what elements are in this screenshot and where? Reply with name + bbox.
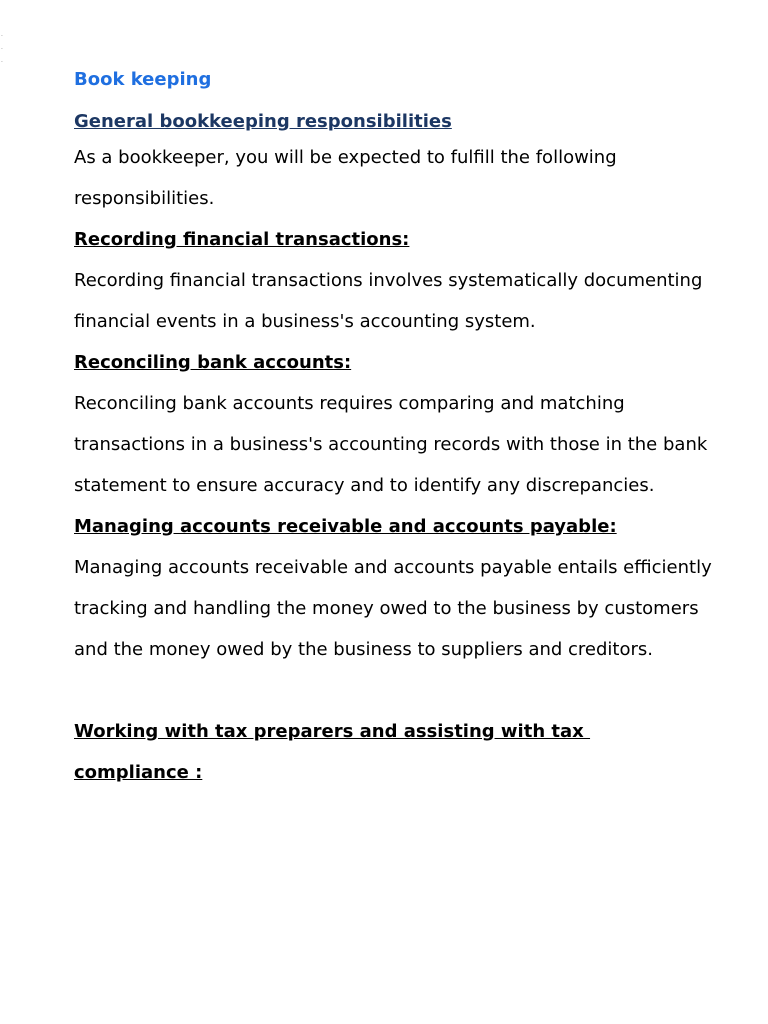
intro-paragraph: As a bookkeeper, you will be expected to fulfill the following responsibilities. (74, 147, 617, 209)
section-tax-compliance (74, 711, 724, 793)
section-heading: Reconciling bank accounts: (74, 352, 352, 373)
document-subtitle: General bookkeeping responsibilities (74, 111, 452, 132)
section-heading: Recording financial transactions: (74, 229, 410, 250)
section-managing-receivable-payable (74, 506, 724, 670)
section-body: Recording financial transactions involves systematically documenting financial events in a business's accounting system. (74, 270, 703, 332)
margin-marks: · · · (1, 33, 3, 66)
section-heading: Managing accounts receivable and accounts payable: (74, 516, 617, 537)
section-body: Managing accounts receivable and accounts payable entails efficiently tracking and handling the money owed to the business by customers and the money owed by the business to suppliers and creditors. (74, 557, 712, 660)
section-heading: Working with tax preparers and assisting with tax compliance : (74, 721, 584, 783)
document-title: Book keeping (74, 69, 212, 90)
section-recording-transactions (74, 219, 724, 342)
section-body: Reconciling bank accounts requires comparing and matching transactions in a business's accounting records with those in the bank statement to ensure accuracy and to identify any discrepancies. (74, 393, 708, 496)
section-reconciling-accounts (74, 342, 724, 506)
document-content (74, 64, 724, 793)
